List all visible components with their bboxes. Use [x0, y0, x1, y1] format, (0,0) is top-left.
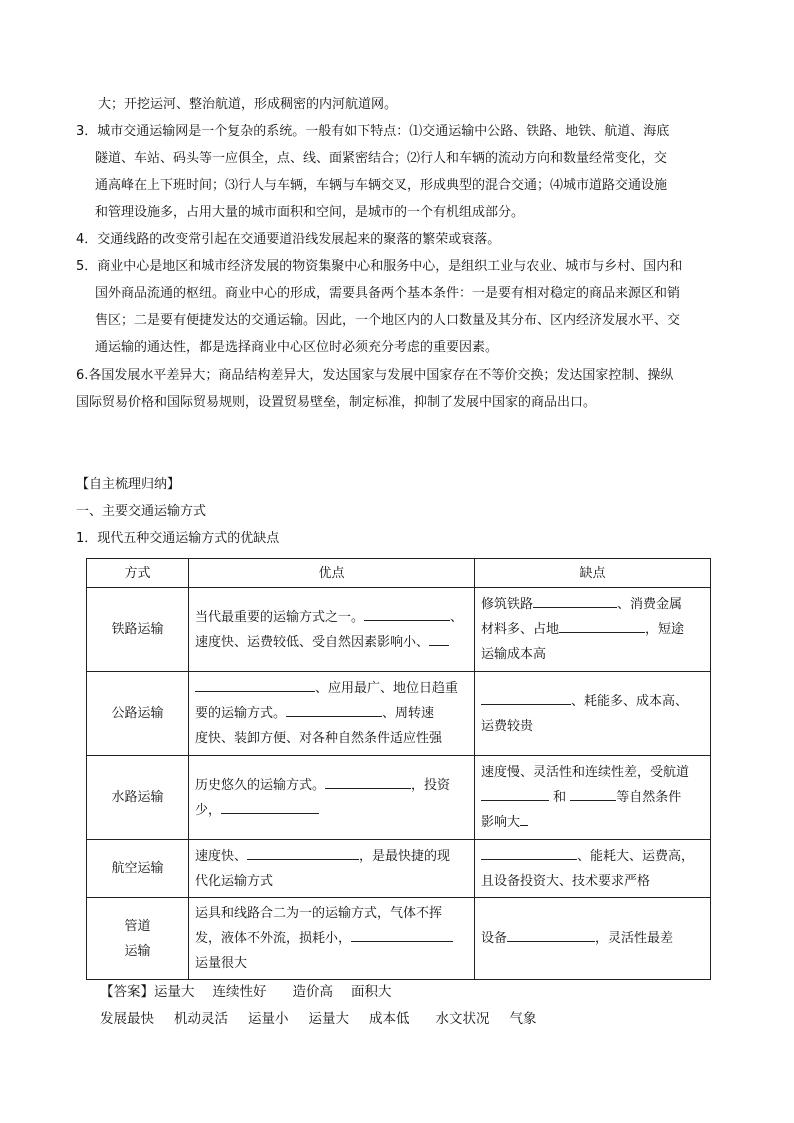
fill-blank[interactable] [481, 845, 577, 860]
answer-item: 运量大 [154, 984, 195, 1000]
cell-text: 、消费金属 [617, 597, 683, 612]
table-row [87, 840, 711, 898]
cell-text: 代化运输方式 [195, 873, 274, 889]
cell-text: 修筑铁路 [481, 597, 534, 612]
answer-line-2 [100, 1009, 537, 1029]
fill-blank[interactable] [364, 606, 450, 621]
answer-item: 造价高 [292, 984, 333, 1000]
cons-cell [475, 672, 711, 756]
table-row [87, 672, 711, 756]
transport-modes-table [86, 558, 711, 980]
paragraph-line: 6.各国发展水平差异大；商品结构差异大，发达国家与发展中国家存在不等价交换；发达国家控制、操纵 [76, 368, 674, 383]
pros-cell [189, 756, 475, 840]
answer-item: 发展最快 [100, 1011, 154, 1027]
cell-text: 运输 [124, 943, 151, 959]
cell-text: 、耗能多、成本高、 [571, 693, 689, 709]
table-row [87, 898, 711, 980]
cell-text: 运输成本高 [481, 647, 547, 662]
answer-item: 连续性好 [212, 984, 267, 1000]
table-header-row [87, 559, 711, 588]
cell-text: 且设备投资大、技术要求严格 [481, 873, 651, 889]
cons-cell [475, 756, 711, 840]
subheading: 一、主要交通运输方式 [76, 504, 207, 519]
paragraph-line: 和管理设施多，占用大量的城市面积和空间，是城市的一个有机组成部分。 [95, 205, 525, 220]
fill-blank[interactable] [533, 593, 617, 608]
answer-item: 运量小 [248, 1011, 289, 1027]
cell-text: 设备 [481, 931, 508, 946]
cell-text: 、 [450, 609, 464, 625]
fill-blank[interactable] [247, 845, 359, 860]
header-cons: 缺点 [475, 559, 711, 588]
pros-cell [189, 672, 475, 756]
cell-text: 速度慢、灵活性和连续性差，受航道 [481, 765, 690, 780]
fill-blank[interactable] [221, 799, 319, 814]
cell-text: ，灵活性最差 [595, 931, 674, 946]
paragraph-line: 大；开挖运河、整治航道，形成稠密的内河航道网。 [98, 97, 398, 112]
answer-item: 气象 [509, 1011, 537, 1027]
mode-cell: 铁路运输 [87, 588, 189, 672]
cell-text: ，是最快捷的现 [359, 848, 451, 864]
cell-text: 和 [553, 790, 567, 805]
mode-cell: 航空运输 [87, 840, 189, 898]
pros-cell [189, 588, 475, 672]
answer-item: 成本低 [369, 1011, 410, 1027]
fill-blank[interactable] [559, 618, 645, 633]
fill-blank[interactable] [195, 677, 315, 692]
table-row [87, 588, 711, 672]
paragraph-line: 4．交通线路的改变常引起在交通要道沿线发展起来的聚落的繁荣或衰落。 [76, 232, 501, 247]
answer-item: 机动灵活 [174, 1011, 228, 1027]
paragraph-line: 通运输的通达性，都是选择商业中心区位时必须充分考虑的重要因素。 [95, 340, 499, 355]
item-title: 1．现代五种交通运输方式的优缺点 [76, 531, 280, 546]
answer-label: 【答案】 [100, 984, 154, 1000]
paragraph-line: 隧道、车站、码头等一应俱全，点、线、面紧密结合；⑵行人和车辆的流动方向和数量经常变化，交 [95, 151, 668, 166]
cell-text: 速度快、运费较低、受自然因素影响小、 [195, 634, 430, 650]
cell-text: 历史悠久的运输方式。 [195, 777, 326, 793]
fill-blank[interactable] [481, 786, 549, 801]
cell-text: 影响大 [481, 815, 521, 830]
cell-text: 要的运输方式。 [195, 706, 287, 721]
fill-blank[interactable] [286, 702, 382, 717]
cell-text: 、应用最广、地位日趋重 [315, 681, 459, 696]
paragraph-line: 国际贸易价格和国际贸易规则，设置贸易壁垒，制定标准，抑制了发展中国家的商品出口。 [76, 395, 597, 410]
cell-text: 运量很大 [195, 956, 248, 971]
section-heading: 【自主梳理归纳】 [76, 477, 181, 492]
header-mode: 方式 [87, 559, 189, 588]
paragraph-line: 3．城市交通运输网是一个复杂的系统。一般有如下特点：⑴交通运输中公路、铁路、地铁、航道、海底 [76, 124, 670, 139]
fill-blank[interactable] [520, 811, 528, 826]
answer-line-1 [100, 982, 392, 1002]
cons-cell [475, 898, 711, 980]
fill-blank[interactable] [325, 774, 411, 789]
cell-text: 速度快、 [195, 848, 248, 864]
fill-blank[interactable] [351, 927, 453, 942]
cell-text: 、能耗大、运费高， [577, 848, 695, 864]
header-pros: 优点 [189, 559, 475, 588]
cons-cell [475, 588, 711, 672]
cell-text: 材料多、占地 [481, 622, 560, 637]
cell-text: ，短途 [645, 622, 685, 637]
cell-text: 发，液体不外流，损耗小， [195, 931, 352, 946]
answer-item: 面积大 [351, 984, 392, 1000]
cell-text: 管道 [124, 918, 151, 934]
answer-item: 水文状况 [435, 1011, 490, 1027]
cell-text: 当代最重要的运输方式之一。 [195, 609, 365, 625]
mode-cell [87, 898, 189, 980]
fill-blank[interactable] [507, 927, 595, 942]
mode-cell: 公路运输 [87, 672, 189, 756]
cell-text: 、周转速 [382, 706, 435, 721]
cell-text: 运具和线路合二为一的运输方式，气体不挥 [195, 906, 443, 921]
cell-text: 运费较贵 [481, 718, 534, 734]
cell-text: 等自然条件 [616, 790, 682, 805]
answer-item: 运量大 [308, 1011, 349, 1027]
fill-blank[interactable] [481, 690, 571, 705]
cell-text: 少， [195, 802, 222, 818]
fill-blank[interactable] [429, 631, 449, 646]
table-row [87, 756, 711, 840]
fill-blank[interactable] [570, 786, 616, 801]
paragraph-line: 售区；二是要有便捷发达的交通运输。因此，一个地区内的人口数量及其分布、区内经济发展水平、交 [95, 313, 681, 328]
cons-cell [475, 840, 711, 898]
paragraph-line: 通高峰在上下班时间；⑶行人与车辆，车辆与车辆交叉，形成典型的混合交通；⑷城市道路交通设施 [95, 178, 668, 193]
pros-cell [189, 898, 475, 980]
cell-text: 度快、装卸方便、对各种自然条件适应性强 [195, 731, 443, 746]
cell-text: ，投资 [411, 777, 451, 793]
mode-cell: 水路运输 [87, 756, 189, 840]
pros-cell [189, 840, 475, 898]
paragraph-line: 国外商品流通的枢纽。商业中心的形成，需要具备两个基本条件：一是要有相对稳定的商品来源区和销 [95, 286, 681, 301]
paragraph-line: 5．商业中心是地区和城市经济发展的物资集聚中心和服务中心，是组织工业与农业、城市与乡村、国内和 [76, 259, 683, 274]
